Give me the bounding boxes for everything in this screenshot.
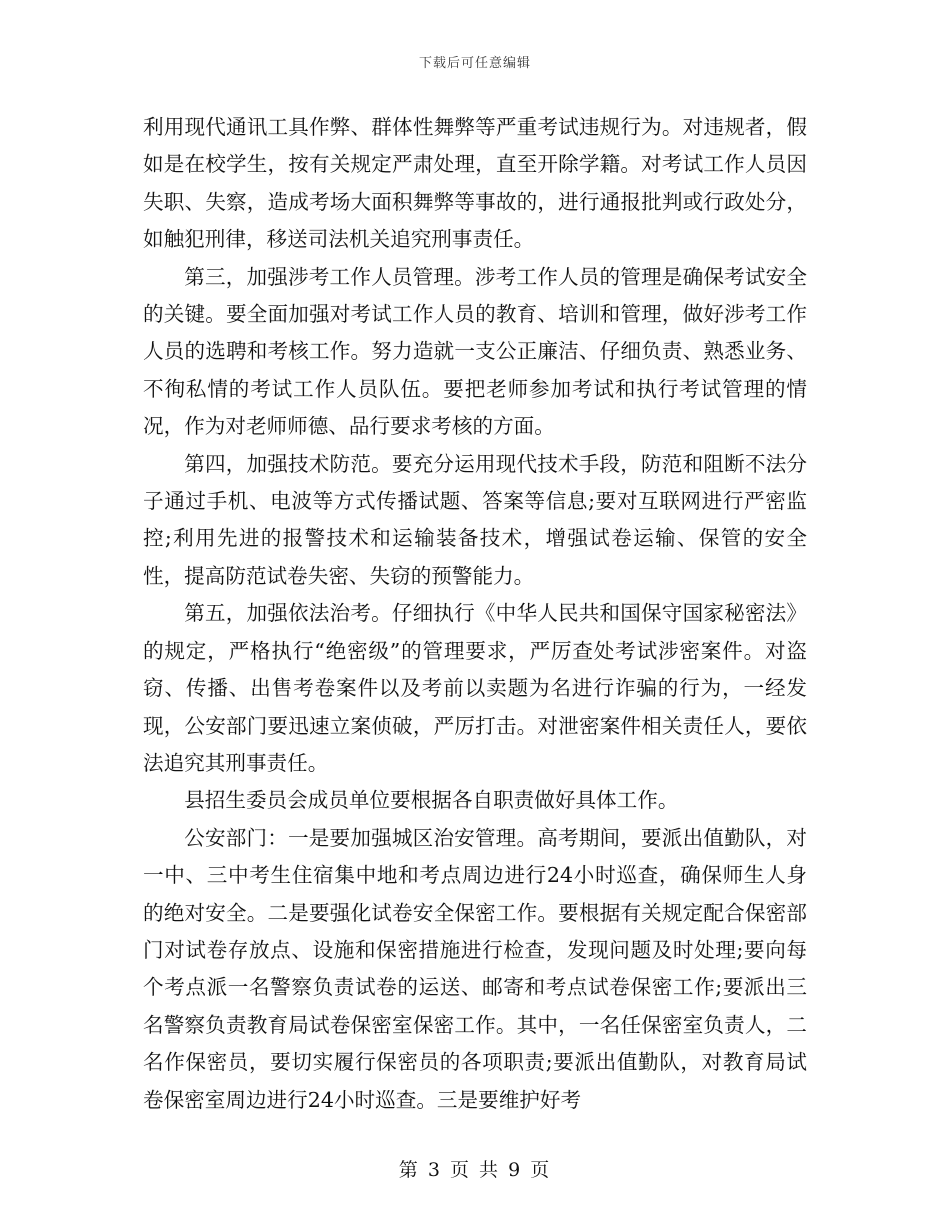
paragraph-rule-of-law: 第五，加强依法治考。仔细执行《中华人民共和国保守国家秘密法》的规定，严格执行“绝密级”的管理要求，严厉查处考试涉密案件。对盗窃、传播、出售考卷案件以及考前以卖题为名进行诈骗的行为，一经发现，公安部门要迅速立案侦破，严厉打击。对泄密案件相关责任人，要依法追究其刑事责任。 <box>143 601 807 775</box>
document-body <box>143 109 807 1119</box>
current-page-number: 3 <box>427 1159 442 1181</box>
total-page-number: 9 <box>508 1159 523 1181</box>
footer-total-label: 共 <box>479 1159 501 1181</box>
paragraph-member-units: 县招生委员会成员单位要根据各自职责做好具体工作。 <box>184 788 679 813</box>
paragraph-staff-management: 第三，加强涉考工作人员管理。涉考工作人员的管理是确保考试安全的关键。要全面加强对考试工作人员的教育、培训和管理，做好涉考工作人员的选聘和考核工作。努力造就一支公正廉洁、仔细负责、熟悉业务、不徇私情的考试工作人员队伍。要把老师参加考试和执行考试管理的情况，作为对老师师德、品行要求考核的方面。 <box>143 264 807 439</box>
paragraph-continued: 利用现代通讯工具作弊、群体性舞弊等严重考试违规行为。对违规者，假如是在校学生，按有关规定严肃处理，直至开除学籍。对考试工作人员因失职、失察，造成考场大面积舞弊等事故的，进行通报批判或行政处分，如触犯刑律，移送司法机关追究刑事责任。 <box>143 115 807 252</box>
paragraph-technical-prevention: 第四，加强技术防范。要充分运用现代技术手段，防范和阻断不法分子通过手机、电波等方式传播试题、答案等信息;要对互联网进行严密监控;利用先进的报警技术和运输装备技术，增强试卷运输、保管的安全性，提高防范试卷失密、失窃的预警能力。 <box>143 451 807 588</box>
paragraph-police-department: 公安部门：一是要加强城区治安管理。高考期间，要派出值勤队，对一中、三中考生住宿集中地和考点周边进行24小时巡查，确保师生人身的绝对安全。二是要强化试卷安全保密工作。要根据有关规定配合保密部门对试卷存放点、设施和保密措施进行检查，发现问题及时处理;要向每个考点派一名警察负责试卷的运送、邮寄和考点试卷保密工作;要派出三名警察负责教育局试卷保密室保密工作。其中，一名任保密室负责人，二名作保密员，要切实履行保密员的各项职责;要派出值勤队，对教育局试卷保密室周边进行24小时巡查。三是要维护好考 <box>143 825 807 1112</box>
page-header: 下载后可任意编辑 <box>418 56 531 71</box>
footer-prefix: 第 <box>398 1159 420 1181</box>
page-footer <box>0 1155 950 1182</box>
footer-page-label: 页 <box>449 1159 471 1181</box>
footer-suffix: 页 <box>530 1159 552 1181</box>
